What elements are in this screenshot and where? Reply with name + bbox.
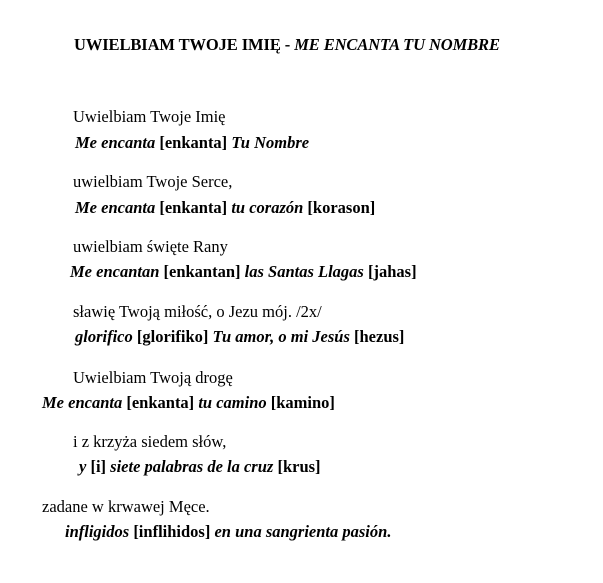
spanish-text: glorifico [75, 327, 133, 346]
spanish-text: Me encanta [75, 133, 156, 152]
verse-polish-line: Uwielbiam Twoją drogę [73, 368, 233, 387]
spanish-text: Me encanta [75, 198, 156, 217]
pronunciation-text: [glorifiko] [132, 327, 213, 346]
pronunciation-text: [i] [86, 457, 111, 476]
spanish-text: en una sangrienta pasión. [214, 522, 392, 541]
title-polish: UWIELBIAM TWOJE IMIĘ [74, 35, 281, 54]
verse-spanish-line [75, 198, 375, 218]
spanish-text: Me encantan [70, 262, 160, 281]
pronunciation-text: [hezus] [349, 327, 405, 346]
spanish-text: Me encanta [42, 393, 123, 412]
verse-spanish-line [75, 327, 404, 347]
verse-spanish-line [42, 393, 335, 413]
verse-polish-line: i z krzyża siedem słów, [73, 432, 227, 451]
verse-polish-line: Uwielbiam Twoje Imię [73, 107, 226, 126]
spanish-text: infligidos [65, 522, 130, 541]
page-title [74, 35, 500, 55]
verse-spanish-line [70, 262, 417, 282]
spanish-text: Tu amor, o mi Jesús [212, 327, 350, 346]
spanish-text: las Santas Llagas [244, 262, 364, 281]
verse-polish-line: zadane w krwawej Męce. [42, 497, 210, 516]
spanish-text: y [79, 457, 87, 476]
spanish-text: tu corazón [231, 198, 304, 217]
title-spanish: ME ENCANTA TU NOMBRE [294, 35, 500, 54]
pronunciation-text: [krus] [273, 457, 321, 476]
pronunciation-text: [korason] [303, 198, 376, 217]
verse-spanish-line [75, 133, 309, 153]
pronunciation-text: [enkanta] [155, 133, 232, 152]
verse-polish-line: sławię Twoją miłość, o Jezu mój. /2x/ [73, 302, 322, 321]
pronunciation-text: [jahas] [363, 262, 417, 281]
spanish-text: Tu Nombre [231, 133, 310, 152]
verse-polish-line: uwielbiam święte Rany [73, 237, 228, 256]
spanish-text: siete palabras de la cruz [110, 457, 274, 476]
spanish-text: tu camino [198, 393, 267, 412]
pronunciation-text: [enkanta] [155, 198, 232, 217]
pronunciation-text: [kamino] [266, 393, 335, 412]
verse-spanish-line [65, 522, 391, 542]
verse-polish-line: uwielbiam Twoje Serce, [73, 172, 233, 191]
pronunciation-text: [enkanta] [122, 393, 199, 412]
title-separator: - [280, 35, 295, 54]
verse-spanish-line [79, 457, 321, 477]
pronunciation-text: [inflihidos] [129, 522, 215, 541]
pronunciation-text: [enkantan] [159, 262, 245, 281]
